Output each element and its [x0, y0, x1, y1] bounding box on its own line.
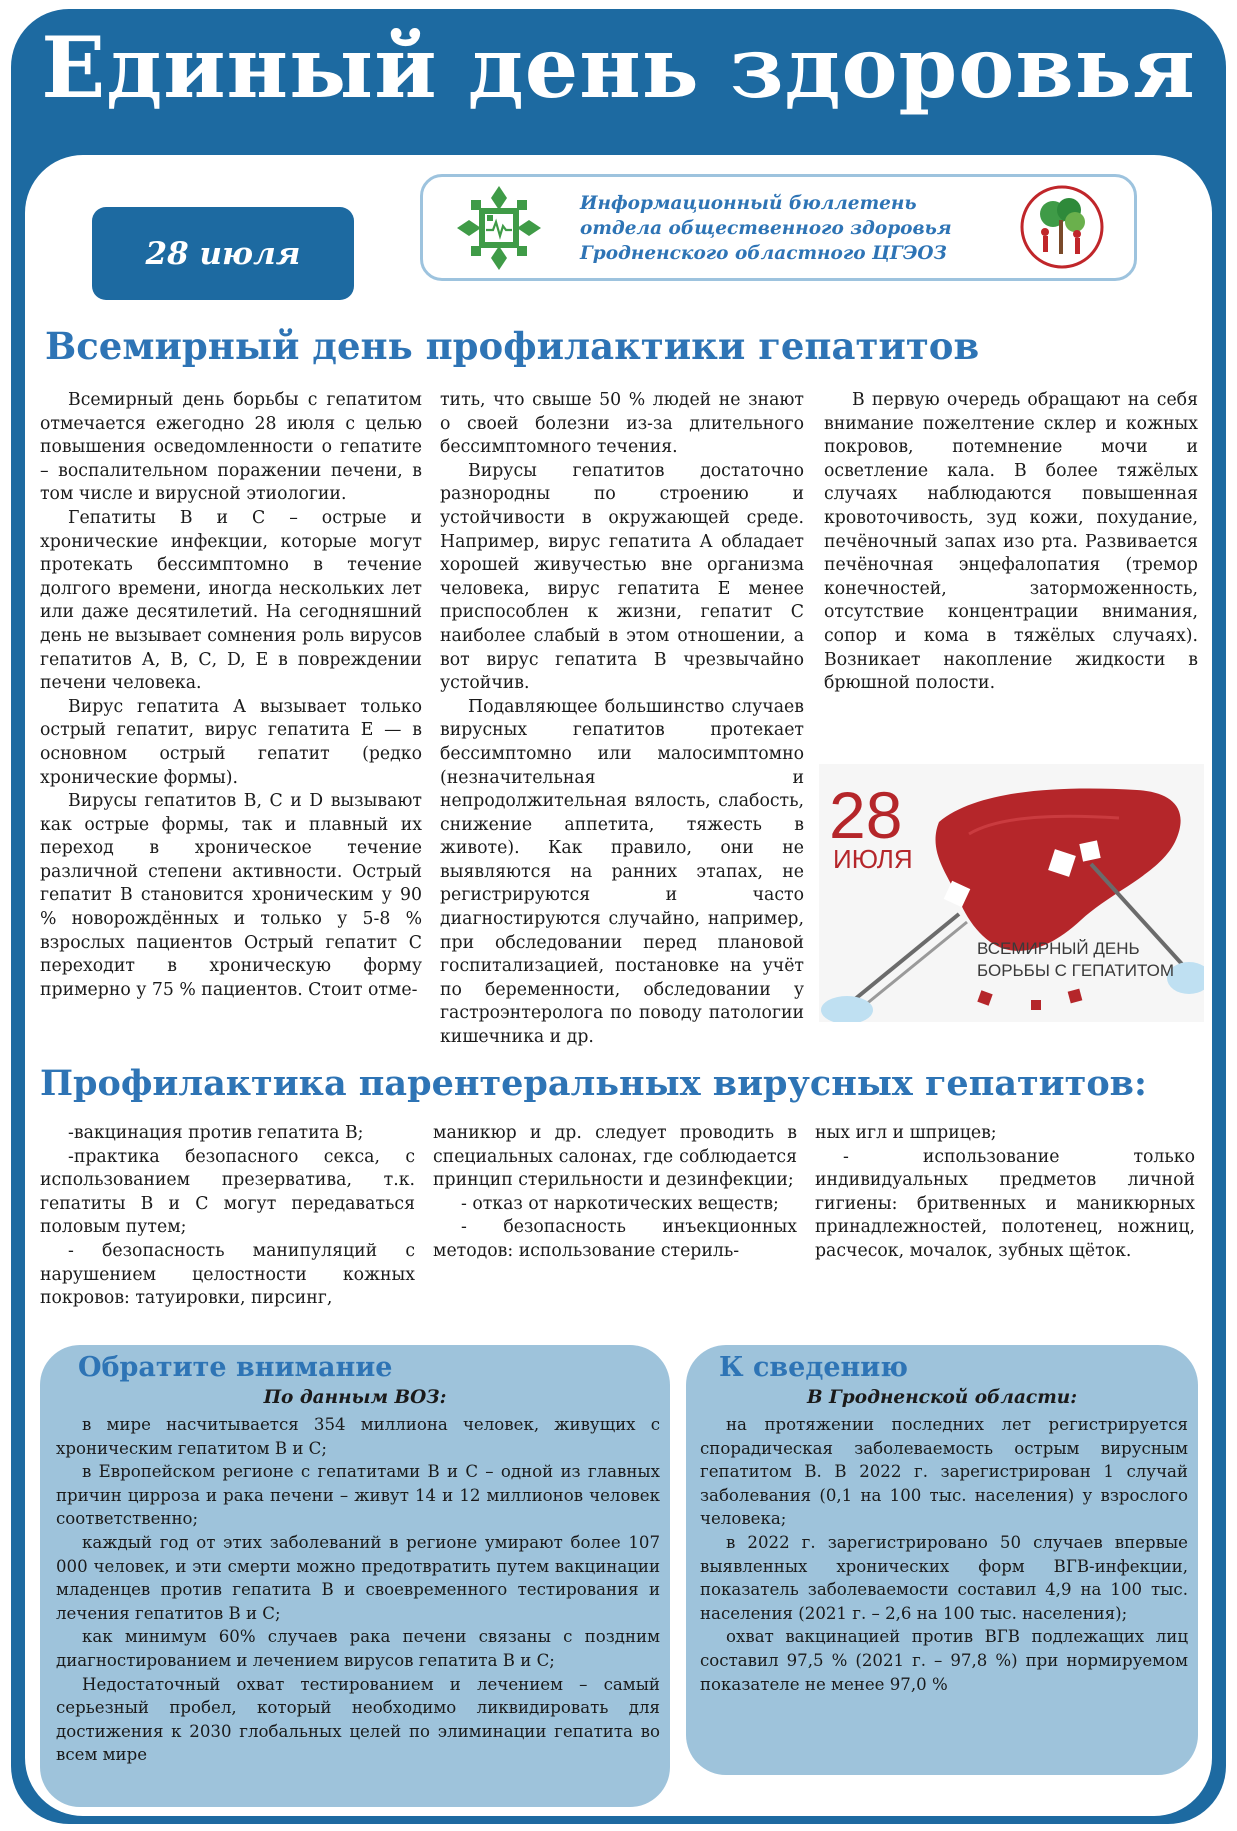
list-item: - безопасность манипуляций с нарушением целостности кожных покровов: татуировки, пирсинг,	[40, 1240, 415, 1309]
section2-title: Профилактика парентеральных вирусных гепатитов:	[40, 1063, 1147, 1104]
list-item: Недостаточный охват тестированием и лечением – самый серьезный пробел, который необходимо ликвидировать для достижения к 2030 глобальных целей по элиминации гепатита во всем мире	[56, 1674, 660, 1765]
section1-title: Всемирный день профилактики гепатитов	[45, 324, 980, 368]
list-item: - использование только индивидуальных предметов личной гигиены: бритвенных и маникюрных принадлежностей, полотенец, ножниц, расчесок, мочалок, зубных щёток.	[815, 1146, 1195, 1261]
list-item: в мире насчитывается 354 миллиона человек, живущих с хроническим гепатитом В и С;	[56, 1415, 660, 1458]
bulletin-header	[420, 174, 1137, 281]
list-item: в 2022 г. зарегистрировано 50 случаев впервые выявленных хронических форм ВГВ-инфекции, показатель заболеваемости составил 4,9 на 100 тыс. населения (2021 г. – 2,6 на 100 тыс. населения);	[700, 1532, 1188, 1623]
list-item: охват вакцинацией против ВГВ подлежащих лиц составил 97,5 % (2021 г. – 97,8 %) при нормируемом показателе не менее 97,0 %	[700, 1627, 1188, 1694]
region-box-body	[700, 1413, 1188, 1696]
list-item: в Европейском регионе с гепатитами В и С – одной из главных причин цирроза и рака печени – живут 14 и 12 миллионов человек соответственно;	[56, 1462, 660, 1529]
bulletin-text	[580, 191, 952, 266]
who-box-body	[56, 1413, 660, 1767]
paragraph: Всемирный день борьбы с гепатитом отмечается ежегодно 28 июля с целью повышения осведомленности о гепатите – воспалительном поражении печени, в том числе и вирусной этиологии.	[40, 390, 422, 505]
list-item: - безопасность инъекционных методов: использование стериль-	[433, 1217, 797, 1261]
who-info-box	[40, 1345, 670, 1807]
paragraph: В первую очередь обращают на себя внимание пожелтение склер и кожных покровов, потемнение мочи и осветление кала. В более тяжёлых случаях наблюдаются повышенная кровоточивость, зуд кожи, похудание, печёночный запах изо рта. Развивается печёночная энцефалопатия (тремор конечностей, заторможенность, отсутствие концентрации внимания, сопор и кома в тяжёлых случаях). Возникает накопление жидкости в брюшной полости.	[824, 390, 1198, 694]
region-box-subtitle: В Гродненской области:	[806, 1387, 1078, 1408]
who-box-subtitle: По данным ВОЗ:	[263, 1387, 447, 1408]
illustration-month: ИЮЛЯ	[833, 844, 913, 874]
bulletin-line-2: отдела общественного здоровья	[580, 218, 952, 239]
hepatitis-day-illustration	[819, 764, 1204, 1022]
bulletin-line-3: Гродненского областного ЦГЭОЗ	[580, 243, 947, 264]
section1-column-3	[824, 389, 1198, 696]
date-badge	[92, 207, 354, 300]
illustration-caption-2: БОРЬБЫ С ГЕПАТИТОМ	[977, 961, 1174, 980]
bulletin-line-1: Информационный бюллетень	[580, 193, 917, 214]
paragraph: Подавляющее большинство случаев вирусных гепатитов протекает бессимптомно или малосимптомно (незначительная и непродолжительная вялость, слабость, снижение аппетита, тяжесть в животе). Как правило, они не выявляются на ранних этапах, не регистрируются и часто диагностируются случайно, например, при обследовании перед плановой госпитализацией, постановке на учёт по беременности, обследовании у гастроэнтеролога по поводу патологии кишечника и др.	[440, 696, 804, 1048]
list-item: как минимум 60% случаев рака печени связаны с поздним диагностированием и лечением вирусов гепатита В и С;	[56, 1627, 660, 1670]
page-title: Единый день здоровья	[41, 18, 1196, 117]
list-item: ных игл и шприцев;	[815, 1123, 997, 1143]
paragraph: Вирусы гепатитов достаточно разнородны по строению и устойчивости в окружающей среде. Например, вирус гепатита А обладает хорошей живучестью вне организма человека, вирус гепатита Е менее приспособлен к жизни, гепатит С наиболее слабый в этом отношении, а вот вирус гепатита В чрезвычайно устойчив.	[440, 460, 804, 694]
section1-column-1	[40, 389, 422, 1002]
paragraph: Гепатиты В и С – острые и хронические инфекции, которые могут протекать бессимптомно в течение долгого времени, иногда нескольких лет или даже десятилетий. На сегодняшний день не вызывает сомнения роль вирусов гепатитов А, В, С, D, Е в повреждении печени человека.	[40, 507, 422, 694]
list-item: -вакцинация против гепатита В;	[68, 1123, 364, 1143]
section2-column-3	[815, 1122, 1195, 1264]
paragraph: Вирусы гепатитов В, С и D вызывают как острые формы, так и плавный их переход в хроническое течение различной степени активности. Острый гепатит В становится хроническим у 90 % новорождённых и только у 5-8 % взрослых пациентов Острый гепатит С переходит в хроническую форму примерно у 75 % пациентов. Стоит отме-	[40, 791, 422, 1000]
paragraph: тить, что свыше 50 % людей не знают о своей болезни из-за длительного бессимптомного течения.	[440, 390, 804, 458]
section1-column-2	[440, 389, 804, 1050]
section2-column-1	[40, 1122, 415, 1311]
list-item: маникюр и др. следует проводить в специальных салонах, где соблюдается принцип стерильности и дезинфекции;	[433, 1123, 797, 1191]
date-text: 28 июля	[145, 235, 301, 272]
list-item: - отказ от наркотических веществ;	[461, 1193, 779, 1214]
illustration-day-number: 28	[829, 778, 903, 852]
section2-column-2	[433, 1122, 797, 1264]
list-item: каждый год от этих заболеваний в регионе умирают более 107 000 человек, и эти смерти можно предотвратить путем вакцинации младенцев против гепатита В и своевременного тестирования и лечения гепатитов В и С;	[56, 1532, 660, 1623]
region-box-title: К сведению	[719, 1352, 908, 1383]
paragraph: Вирус гепатита А вызывает только острый гепатит, вирус гепатита Е — в основном острый гепатит (редко хронические формы).	[40, 696, 422, 788]
who-box-title: Обратите внимание	[78, 1352, 393, 1383]
region-info-box	[686, 1345, 1198, 1775]
people-tree-logo-icon	[1019, 184, 1105, 270]
ornament-logo-icon	[455, 184, 543, 272]
list-item: -практика безопасного секса, с использованием презерватива, т.к. гепатиты В и С могут передаваться половым путем;	[40, 1146, 415, 1238]
list-item: на протяжении последних лет регистрируется спорадическая заболеваемость острым вирусным гепатитом В. В 2022 г. зарегистрирован 1 случай заболевания (0,1 на 100 тыс. населения) у взрослого человека;	[700, 1415, 1188, 1529]
illustration-caption-1: ВСЕМИРНЫЙ ДЕНЬ	[977, 939, 1140, 958]
